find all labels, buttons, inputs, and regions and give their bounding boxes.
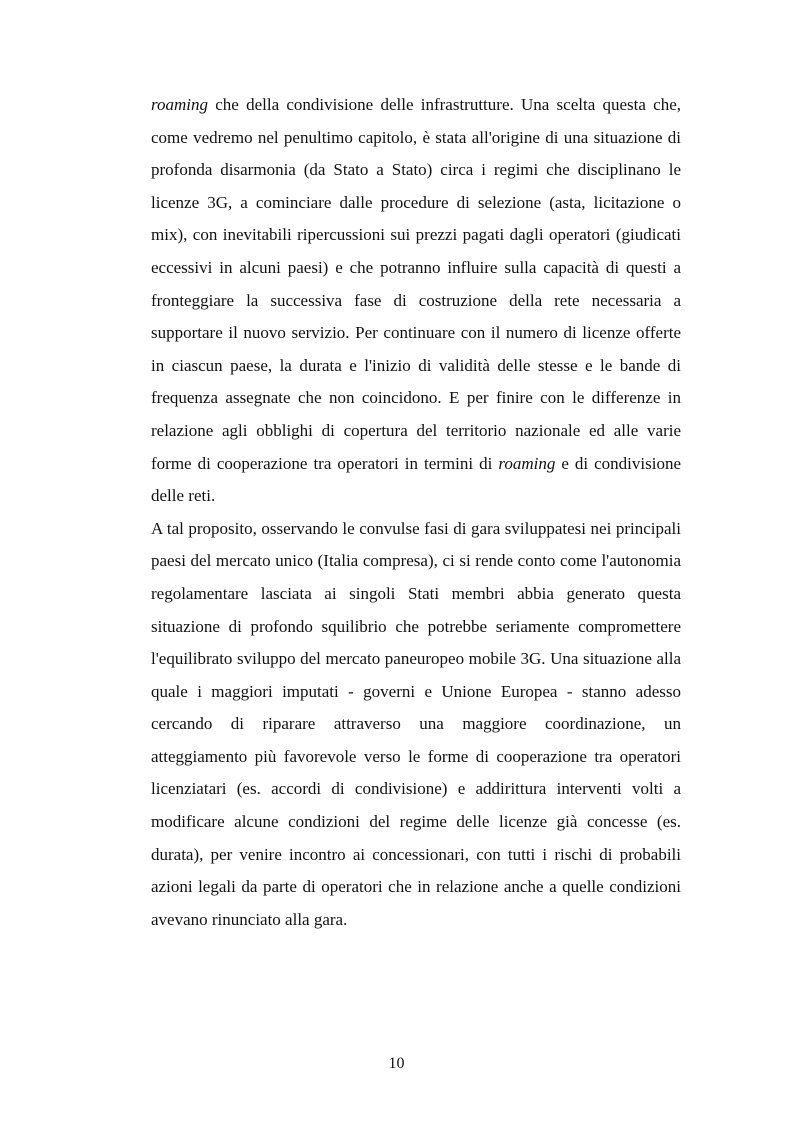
paragraph-1-text-a: che della condivisione delle infrastrutture. Una scelta questa che, come vedremo nel penultimo capitolo, è stata all'origine di una situazione di profonda disarmonia (da Stato a Stato) circa i regimi che disciplinano le licenze 3G, a cominciare dalle procedure di selezione (asta, licitazione o mix), con inevitabili ripercussioni sui prezzi pagati dagli operatori (giudicati eccessivi in alcuni paesi) e che potranno influire sulla capacità di questi a fronteggiare la successiva fase di costruzione della rete necessaria a supportare il nuovo servizio. Per continuare con il numero di licenze offerte in ciascun paese, la durata e l'inizio di validità delle stesse e le bande di frequenza assegnate che non coincidono. E per finire con le differenze in relazione agli obblighi di copertura del territorio nazionale ed alle varie forme di cooperazione tra operatori in termini di: [151, 95, 681, 473]
paragraph-1: [151, 89, 681, 513]
italic-term-roaming: roaming: [151, 95, 208, 114]
italic-term-roaming-2: roaming: [498, 453, 556, 473]
page-number: 10: [388, 1055, 405, 1072]
paragraph-1-text-b: e di condivisione delle reti.: [151, 453, 681, 506]
body-text: [151, 89, 681, 936]
paragraph-2: A tal proposito, osservando le convulse fasi di gara sviluppatesi nei principali paesi del mercato unico (Italia compresa), ci si rende conto come l'autonomia regolamentare lasciata ai singoli Stati membri abbia generato questa situazione di profondo squilibrio che potrebbe seriamente compromettere l'equilibrato sviluppo del mercato paneuropeo mobile 3G. Una situazione alla quale i maggiori imputati - governi e Unione Europea - stanno adesso cercando di riparare attraverso una maggiore coordinazione, un atteggiamento più favorevole verso le forme di cooperazione tra operatori licenziatari (es. accordi di condivisione) e addirittura interventi volti a modificare alcune condizioni del regime delle licenze già concesse (es. durata), per venire incontro ai concessionari, con tutti i rischi di probabili azioni legali da parte di operatori che in relazione anche a quelle condizioni avevano rinunciato alla gara.: [151, 518, 681, 929]
